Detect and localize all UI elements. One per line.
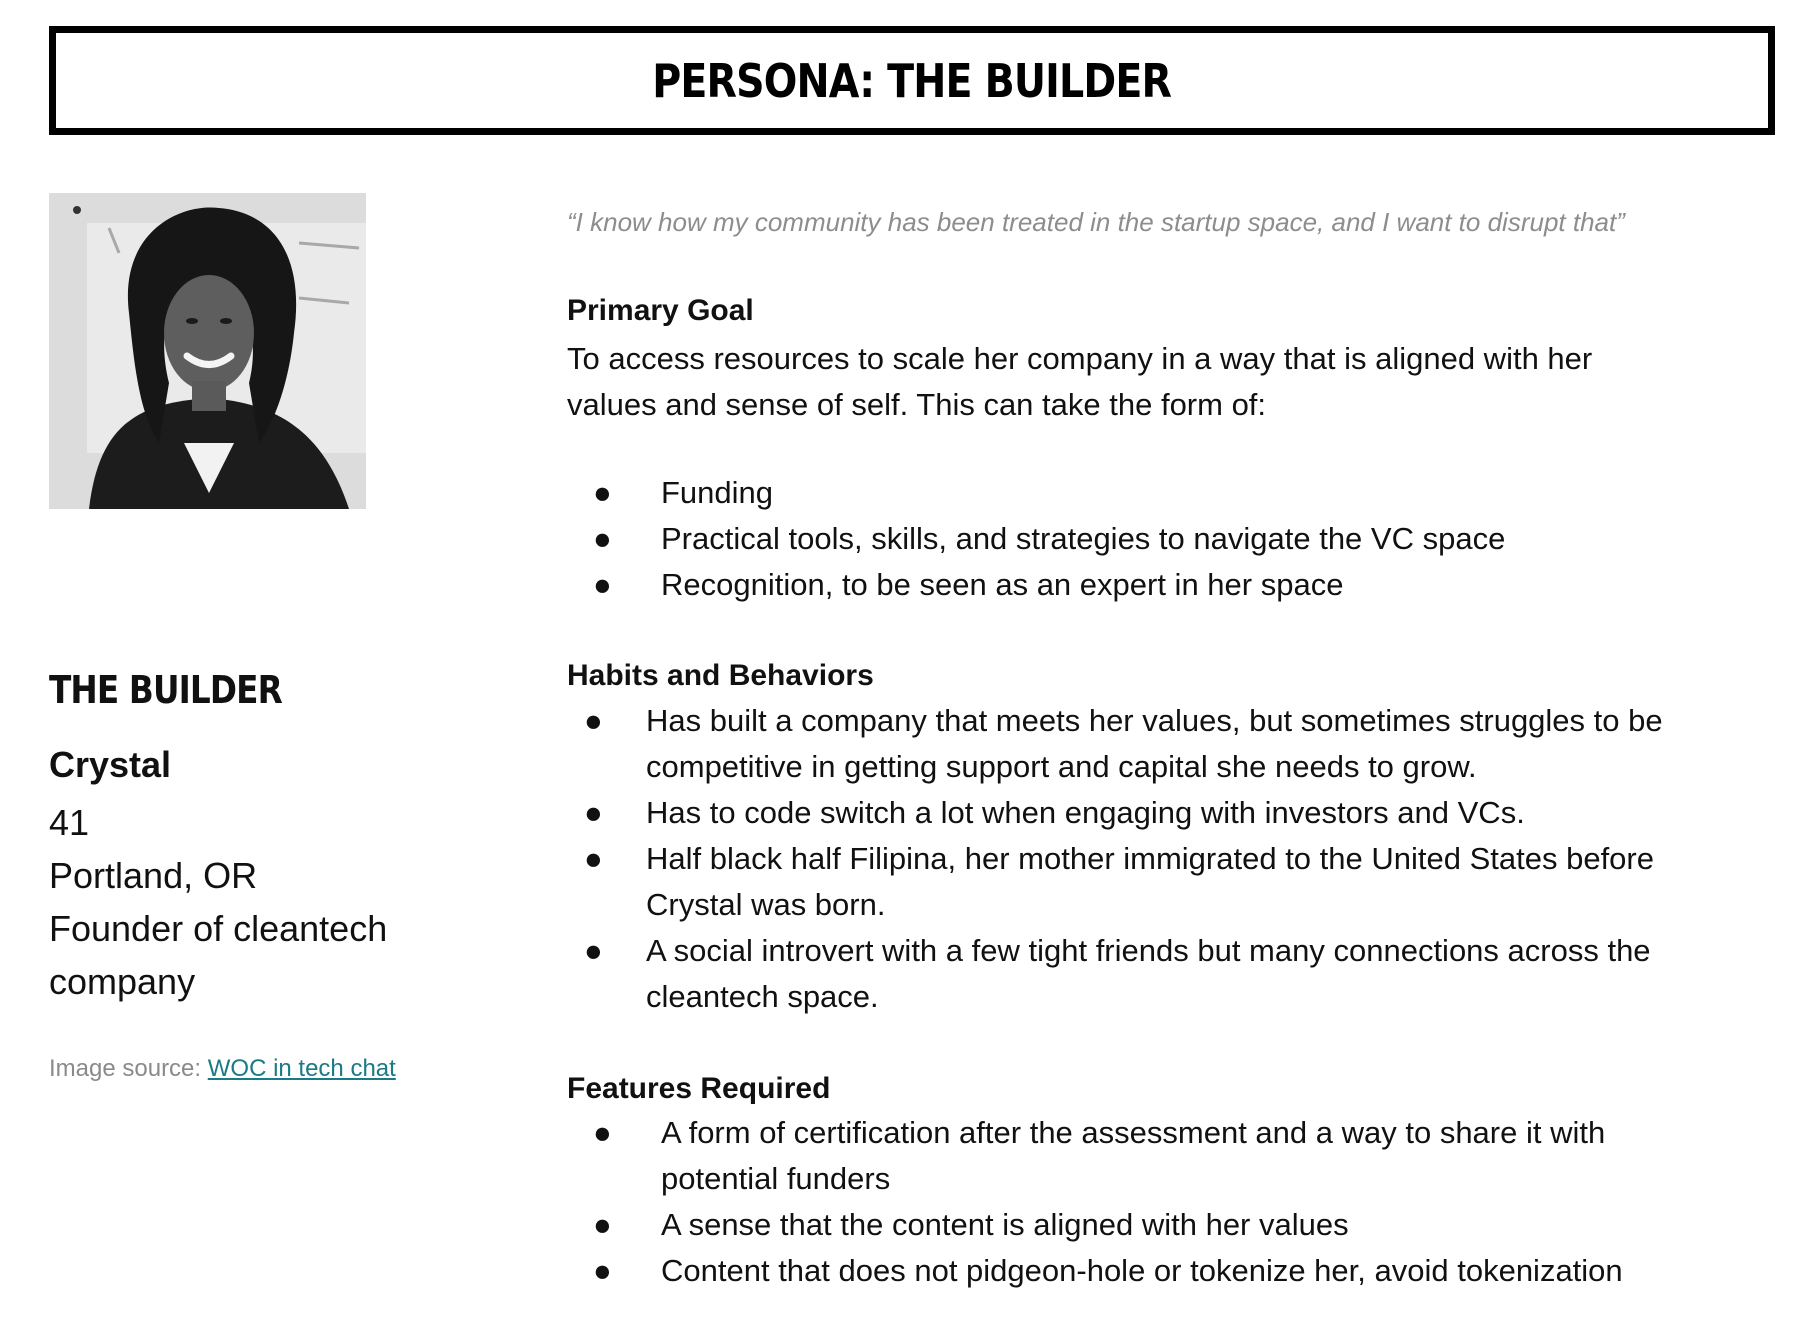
list-item: ● Practical tools, skills, and strategies to navigate the VC space (567, 516, 1505, 562)
persona-title: THE BUILDER (49, 668, 282, 712)
primary-goal-list (567, 470, 1505, 608)
features-list (567, 1110, 1623, 1294)
primary-goal-text-line-2: values and sense of self. This can take the form of: (567, 387, 1267, 422)
features-heading: Features Required (567, 1072, 831, 1105)
persona-location: Portland, OR (49, 855, 258, 896)
bullet-icon: ● (593, 1115, 612, 1150)
persona-photo (49, 193, 366, 509)
persona-role-line-1: Founder of cleantech (49, 908, 388, 949)
list-item: ● Has to code switch a lot when engaging with investors and VCs. (567, 790, 1663, 836)
primary-goal-heading: Primary Goal (567, 294, 754, 327)
bullet-icon: ● (584, 933, 603, 968)
list-item: ● A form of certification after the assessment and a way to share it with potential funders (567, 1110, 1623, 1202)
bullet-icon: ● (584, 841, 603, 876)
page-title: PERSONA: THE BUILDER (652, 53, 1172, 108)
persona-age: 41 (49, 802, 90, 843)
list-item: ● A social introvert with a few tight friends but many connections across the cleantech space. (567, 928, 1663, 1020)
bullet-icon: ● (593, 475, 612, 510)
list-item: ● Content that does not pidgeon-hole or tokenize her, avoid tokenization (567, 1248, 1623, 1294)
image-source (49, 1055, 396, 1083)
persona-quote: “I know how my community has been treated in the startup space, and I want to disrupt that” (567, 207, 1625, 237)
bullet-icon: ● (593, 567, 612, 602)
list-item: ● Has built a company that meets her values, but sometimes struggles to be competitive in getting support and capital she needs to grow. (567, 698, 1663, 790)
persona-details (49, 796, 489, 1008)
habits-list (567, 698, 1663, 1020)
persona-name: Crystal (49, 744, 172, 785)
image-source-label: Image source: (49, 1055, 208, 1082)
primary-goal-text-line-1: To access resources to scale her company in a way that is aligned with her (567, 341, 1593, 376)
list-item: ● A sense that the content is aligned with her values (567, 1202, 1623, 1248)
primary-goal-text (567, 336, 1592, 428)
persona-role-line-2: company (49, 961, 196, 1002)
bullet-icon: ● (593, 1207, 612, 1242)
bullet-icon: ● (584, 795, 603, 830)
list-item: ● Funding (567, 470, 1505, 516)
bullet-icon: ● (593, 521, 612, 556)
image-source-link[interactable]: WOC in tech chat (207, 1055, 396, 1082)
page-title-box (49, 26, 1775, 135)
list-item: ● Recognition, to be seen as an expert in her space (567, 562, 1505, 608)
bullet-icon: ● (593, 1253, 612, 1288)
habits-heading: Habits and Behaviors (567, 659, 874, 692)
bullet-icon: ● (584, 703, 603, 738)
list-item: ● Half black half Filipina, her mother immigrated to the United States before Crystal was born. (567, 836, 1663, 928)
